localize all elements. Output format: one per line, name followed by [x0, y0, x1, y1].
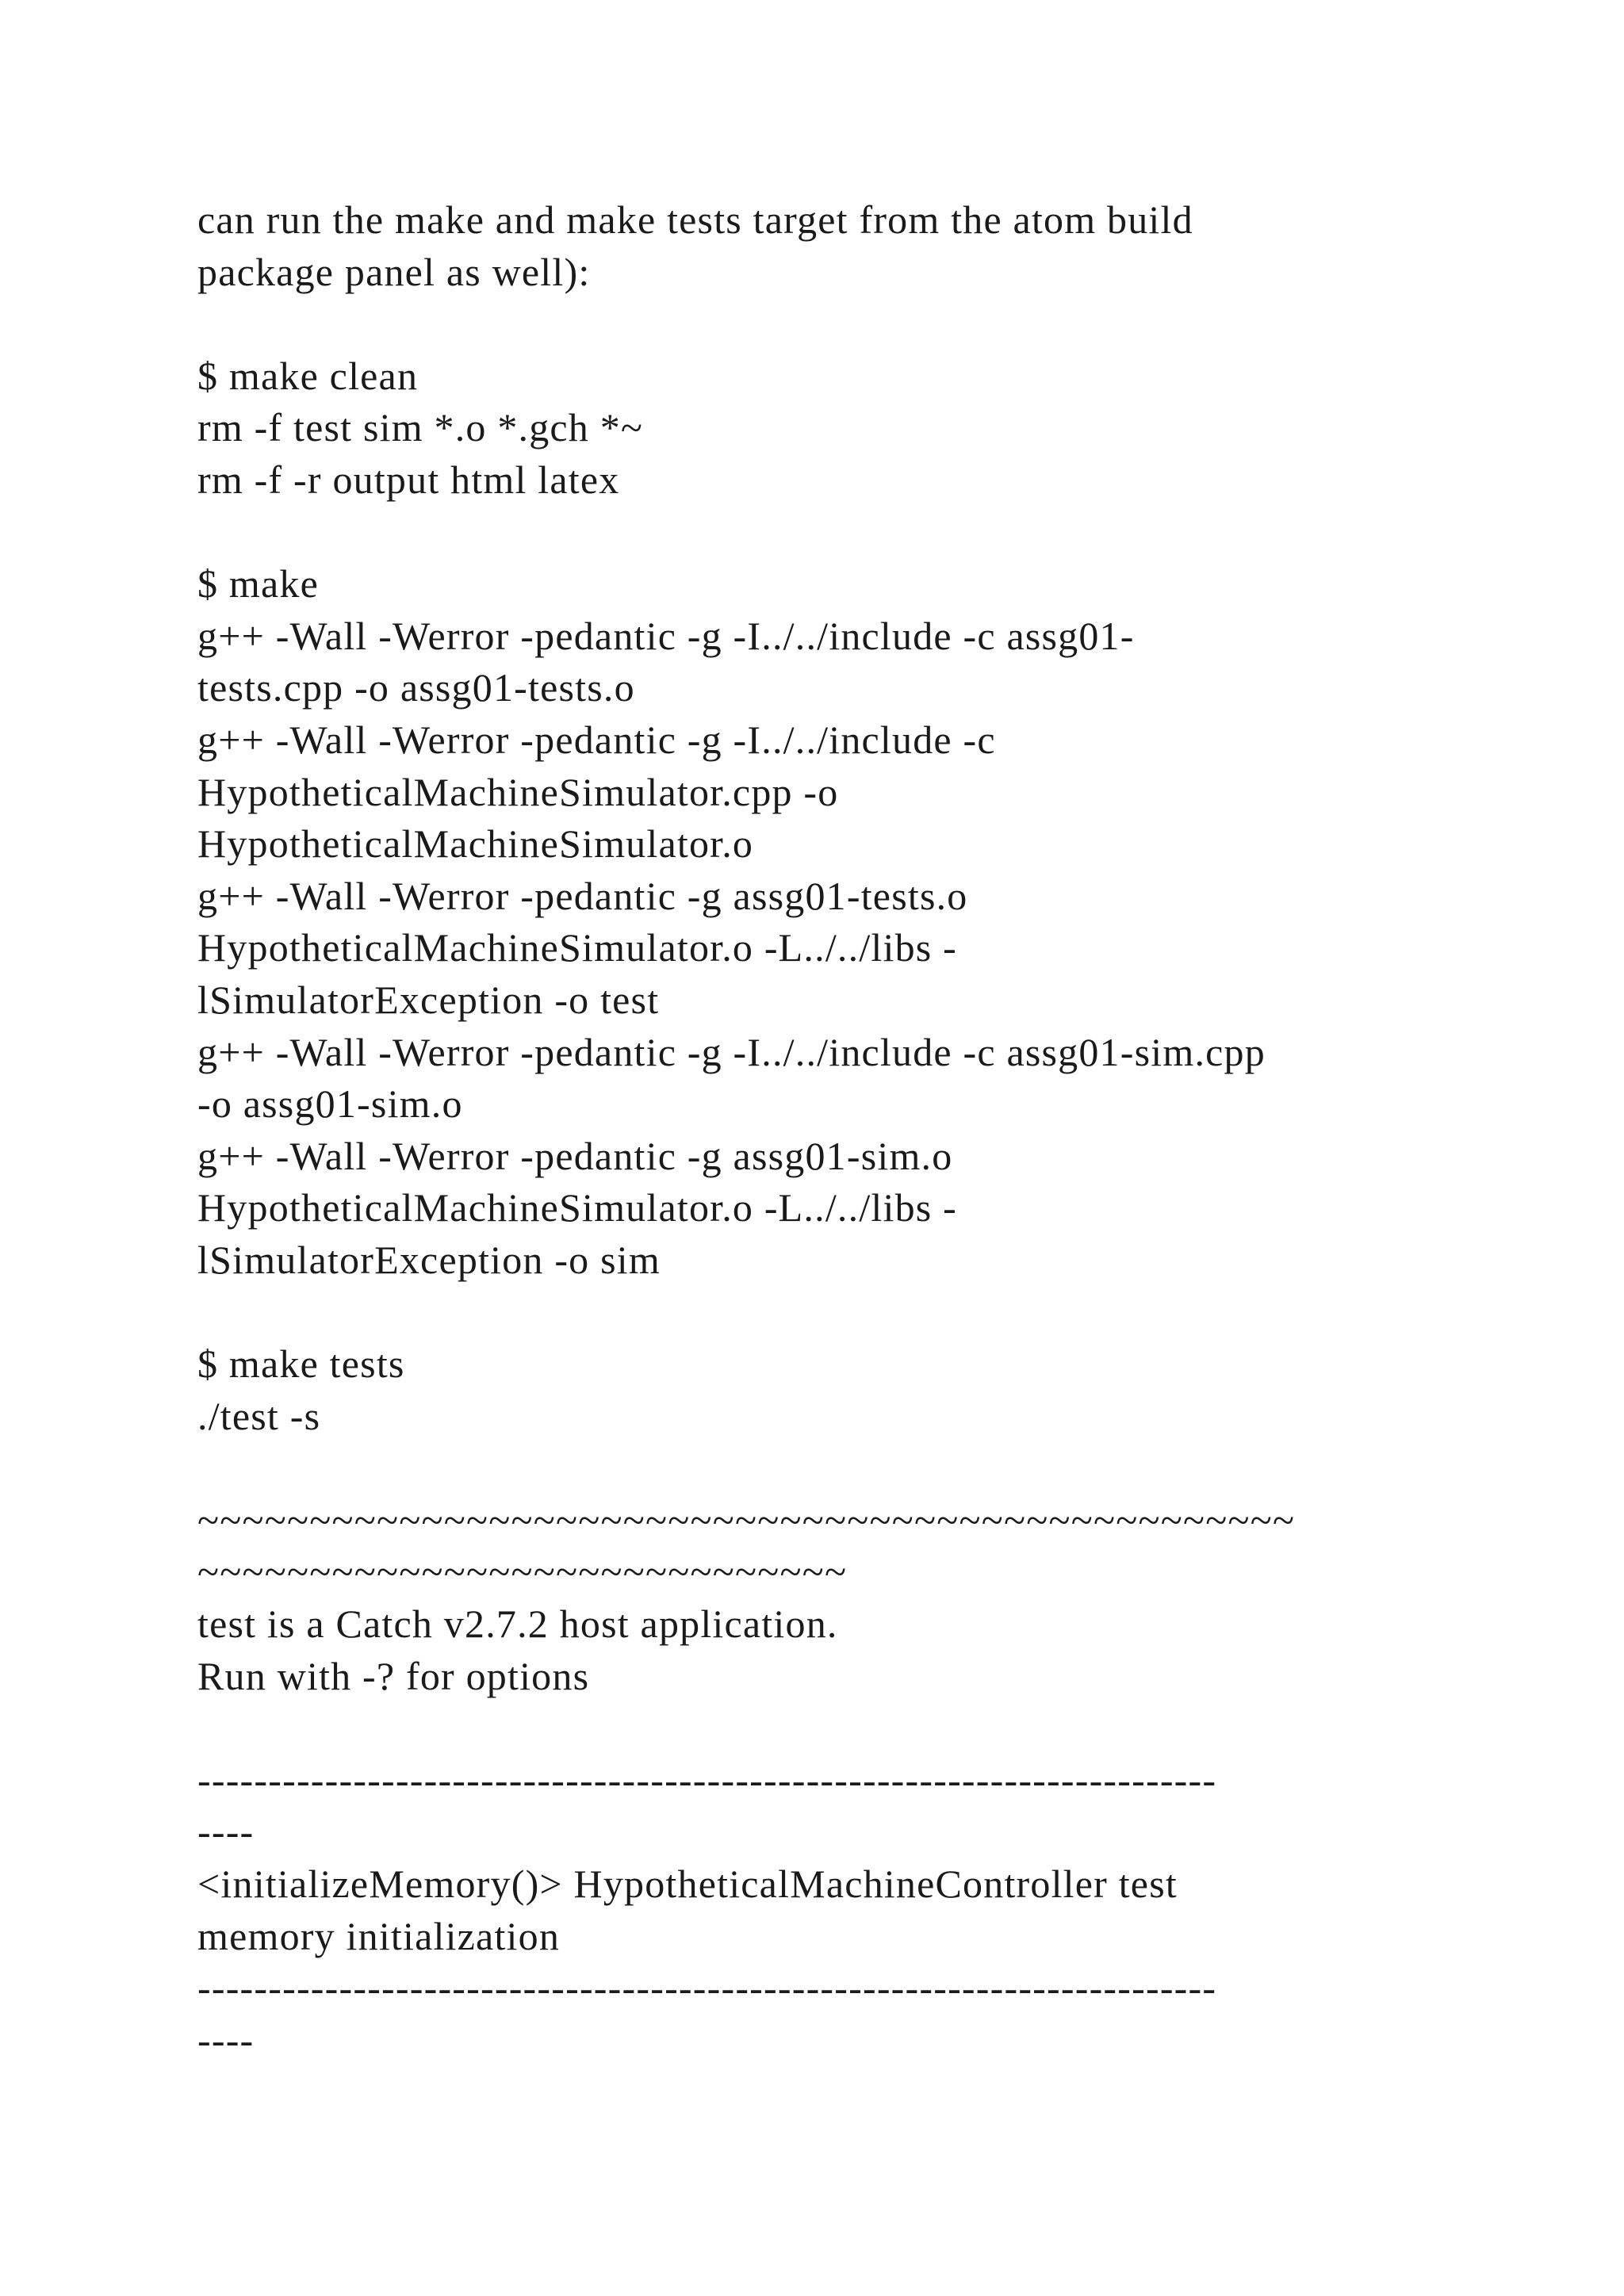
- text-line: Run with -? for options: [197, 1653, 590, 1698]
- text-line: memory initialization: [197, 1913, 561, 1958]
- text-line: test is a Catch v2.7.2 host application.: [197, 1601, 838, 1647]
- text-line: -o assg01-sim.o: [197, 1081, 463, 1127]
- text-line: g++ -Wall -Werror -pedantic -g assg01-sim.o: [197, 1133, 953, 1178]
- blank-line: [197, 1286, 1498, 1338]
- text-line: g++ -Wall -Werror -pedantic -g -I../../include -c assg01-: [197, 613, 1135, 658]
- text-line: rm -f -r output html latex: [197, 457, 620, 502]
- blank-line: [197, 298, 1498, 350]
- text-line: g++ -Wall -Werror -pedantic -g assg01-tests.o: [197, 873, 968, 918]
- text-line: $ make: [197, 561, 319, 607]
- text-line: ------------------------------------------------------------------------: [197, 1757, 1217, 1802]
- text-line: HypotheticalMachineSimulator.cpp -o: [197, 769, 839, 814]
- blank-line: [197, 1442, 1498, 1494]
- text-line: HypotheticalMachineSimulator.o -L../../libs -: [197, 925, 958, 970]
- blank-line: [197, 1702, 1498, 1755]
- text-line: ~~~~~~~~~~~~~~~~~~~~~~~~~~~~~~~~~~~~~~~~~~~~~~~~~: [197, 1497, 1296, 1542]
- text-line: tests.cpp -o assg01-tests.o: [197, 665, 635, 710]
- text-line: ------------------------------------------------------------------------: [197, 1965, 1217, 2011]
- text-line: g++ -Wall -Werror -pedantic -g -I../../include -c: [197, 717, 996, 762]
- text-line: <initializeMemory()> HypotheticalMachineController test: [197, 1862, 1178, 1906]
- text-line: g++ -Wall -Werror -pedantic -g -I../../include -c assg01-sim.cpp: [197, 1029, 1266, 1074]
- text-line: lSimulatorException -o test: [197, 977, 660, 1022]
- text-line: package panel as well):: [197, 249, 591, 294]
- text-line: ----: [197, 1809, 255, 1854]
- text-line: $ make clean: [197, 353, 419, 398]
- blank-line: [197, 507, 1498, 559]
- text-line: ./test -s: [197, 1393, 321, 1438]
- text-line: $ make tests: [197, 1341, 405, 1387]
- text-line: can run the make and make tests target from the atom build: [197, 197, 1193, 242]
- text-line: ~~~~~~~~~~~~~~~~~~~~~~~~~~~~~: [197, 1549, 848, 1594]
- text-line: ----: [197, 2017, 255, 2062]
- text-line: lSimulatorException -o sim: [197, 1237, 661, 1282]
- text-line: rm -f test sim *.o *.gch *~: [197, 405, 644, 450]
- text-line: HypotheticalMachineSimulator.o -L../../libs -: [197, 1185, 958, 1230]
- document-text-block: [197, 194, 1498, 2066]
- text-line: HypotheticalMachineSimulator.o: [197, 821, 754, 867]
